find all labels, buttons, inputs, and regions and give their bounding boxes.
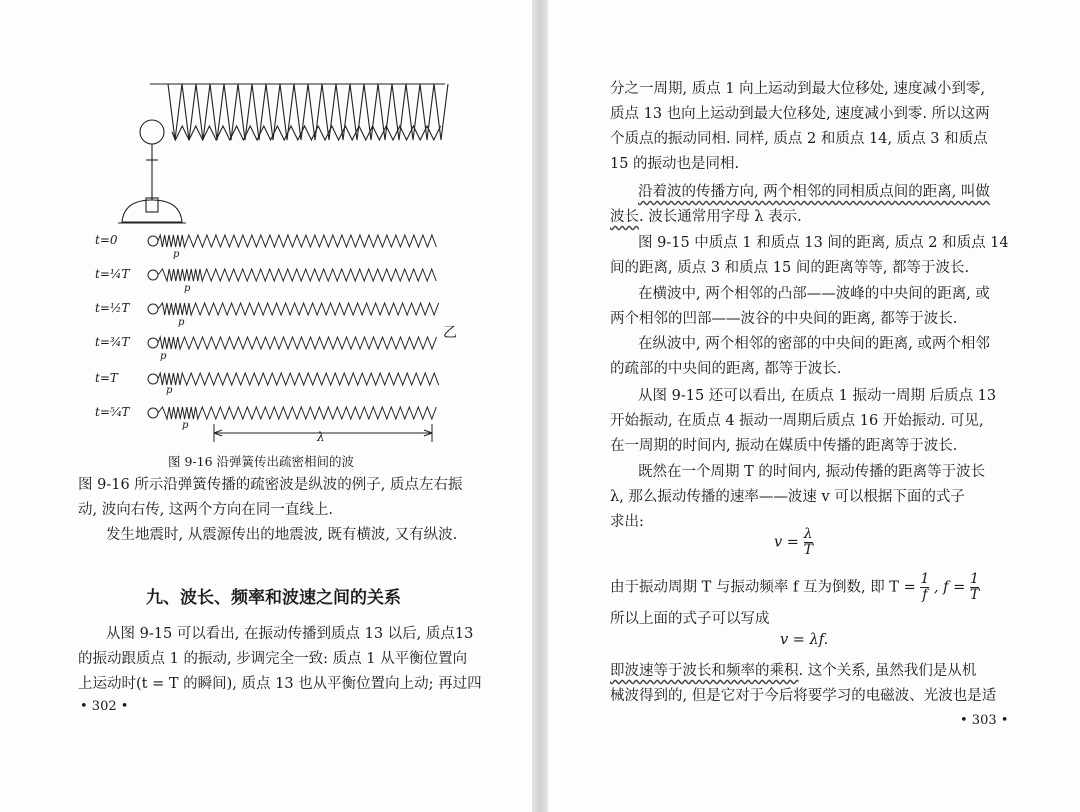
paragraph-longitudinal-line1: 图 9-16 所示沿弹簧传播的疏密波是纵波的例子, 质点左右振 xyxy=(78,477,463,493)
point-label-row1: p xyxy=(173,249,180,260)
frac-one-over-T xyxy=(970,572,979,603)
final-line1-tail: . 这个关系, 虽然我们是从机 xyxy=(798,663,977,679)
wave-row-6 xyxy=(158,407,436,419)
point-label-row4: p xyxy=(160,351,167,362)
page-number-left: • 302 • xyxy=(80,699,129,714)
paragraph-phase-line1: 从图 9-15 可以看出, 在振动传播到质点 13 以后, 质点13 xyxy=(106,626,474,642)
book-gutter xyxy=(532,0,548,812)
formula1-numerator: λ xyxy=(803,526,813,542)
point-label-row5: p xyxy=(166,385,173,396)
r-para6-line3: 在一周期的时间内, 振动在媒质中传播的距离等于波长. xyxy=(610,438,958,454)
point-label-row2: p xyxy=(184,283,191,294)
wavelength-term: 波长 xyxy=(610,209,639,225)
wave-row-4-source xyxy=(148,338,158,348)
r-para7-line3: 求出: xyxy=(610,514,644,530)
paragraph-phase-line2: 的振动跟质点 1 的振动, 步调完全一致: 质点 1 从平衡位置向 xyxy=(78,651,468,667)
time-label-period: t=T xyxy=(95,371,118,385)
rewrite-text: 所以上面的式子可以写成 xyxy=(610,611,770,627)
r-para3-line1: 图 9-15 中质点 1 和质点 13 间的距离, 质点 2 和质点 14 xyxy=(638,235,1009,251)
wave-row-4 xyxy=(158,337,437,349)
formula1-fraction xyxy=(804,527,813,558)
r-para1-line2: 质点 13 也向上运动到最大位移处, 速度减小到零. 所以这两 xyxy=(610,106,990,122)
wavelength-label: λ xyxy=(317,430,325,444)
point-label-row3: p xyxy=(178,317,185,328)
wave-row-1 xyxy=(158,235,436,247)
frac-one-over-f xyxy=(920,572,929,603)
final-line1 xyxy=(610,659,976,684)
wavelength-symbol-note: . 波长通常用字母 λ 表示. xyxy=(639,209,802,225)
f-equals: , f = xyxy=(933,579,966,596)
time-label-five-quarter: t=⁵⁄₄T xyxy=(95,405,130,419)
wave-row-5-source xyxy=(148,374,158,384)
r-para1-line4: 15 的振动也是同相. xyxy=(610,156,740,172)
formula-v-lambda-over-T xyxy=(774,527,813,558)
spring-wave-figure xyxy=(0,0,532,470)
paragraph-longitudinal-line2: 动, 波向右传, 这两个方向在同一直线上. xyxy=(78,502,334,518)
formula-v-lambda-f: v = λf. xyxy=(780,632,829,648)
time-label-quarter: t=¼T xyxy=(95,267,130,281)
r-para5-line2: 的疏部的中央间的距离, 都等于波长. xyxy=(610,361,842,377)
r-para4-line2: 两个相邻的凹部——波谷的中央间的距离, 都等于波长. xyxy=(610,311,958,327)
relation-text: 由于振动周期 T 与振动频率 f 互为倒数, 即 T = xyxy=(610,579,916,596)
section-heading: 九、波长、频率和波速之间的关系 xyxy=(146,588,401,608)
frac-den-T: T xyxy=(969,587,980,603)
point-label-row6: p xyxy=(182,420,189,431)
time-label-half: t=½T xyxy=(95,301,130,315)
wave-row-5 xyxy=(158,373,439,385)
final-line2: 械波得到的, 但是它对于今后将要学习的电磁波、光波也是适 xyxy=(610,688,997,704)
time-label-0: t=0 xyxy=(95,233,118,247)
page-number-right: • 303 • xyxy=(960,713,1009,728)
apparatus-base xyxy=(122,200,182,222)
wave-row-6-source xyxy=(148,408,158,418)
wavelength-definition-line2 xyxy=(610,205,802,230)
driver-ball xyxy=(140,120,164,144)
paragraph-phase-line3: 上运动时(t = T 的瞬间), 质点 13 也从平衡位置向上动; 再过四 xyxy=(78,676,482,692)
frac-den-f: f xyxy=(922,587,928,603)
r-para1-line3: 个质点的振动同相. 同样, 质点 2 和质点 14, 质点 3 和质点 xyxy=(610,131,988,147)
wave-row-2 xyxy=(158,269,436,281)
formula1-denominator: T xyxy=(803,542,813,558)
frac-num-1b: 1 xyxy=(970,571,979,587)
wave-row-3-source xyxy=(148,304,158,314)
wave-speed-product: 即波速等于波长和频率的乘积 xyxy=(610,663,799,679)
r-para6-line2: 开始振动, 在质点 4 振动一周期后质点 16 开始振动. 可见, xyxy=(610,413,984,429)
frac-num-1: 1 xyxy=(920,571,930,587)
r-para3-line2: 间的距离, 质点 3 和质点 15 间的距离等等, 都等于波长. xyxy=(610,260,970,276)
wave-row-3 xyxy=(158,303,439,315)
spring-apparatus-drawing xyxy=(118,84,448,223)
time-label-three-quarter: t=¾T xyxy=(95,335,130,349)
figure-side-label: 乙 xyxy=(443,325,457,341)
r-para7-line2: λ, 那么振动传播的速率——波速 v 可以根据下面的式子 xyxy=(610,489,965,505)
right-page xyxy=(548,0,1080,812)
wave-row-1-source xyxy=(148,236,158,246)
wavelength-definition: 沿着波的传播方向, 两个相邻的同相质点间的距离, 叫做 xyxy=(638,184,990,200)
wave-row-2-source xyxy=(148,270,158,280)
paragraph-earthquake: 发生地震时, 从震源传出的地震波, 既有横波, 又有纵波. xyxy=(106,527,458,543)
suspension-threads xyxy=(168,84,448,140)
period-frequency-relation xyxy=(610,572,979,603)
r-para4-line1: 在横波中, 两个相邻的凸部——波峰的中央间的距离, 或 xyxy=(638,286,990,302)
left-page xyxy=(0,0,532,812)
r-para5-line1: 在纵波中, 两个相邻的密部的中央间的距离, 或两个相邻 xyxy=(638,336,990,352)
formula1-lhs: v = xyxy=(774,534,799,551)
r-para6-line1: 从图 9-15 还可以看出, 在质点 1 振动一周期 后质点 13 xyxy=(638,388,997,404)
r-para7-line1: 既然在一个周期 T 的时间内, 振动传播的距离等于波长 xyxy=(638,464,986,480)
r-para1-line1: 分之一周期, 质点 1 向上运动到最大位移处, 速度减小到零, xyxy=(610,81,985,97)
figure-caption: 图 9-16 沿弹簧传出疏密相间的波 xyxy=(168,454,355,469)
